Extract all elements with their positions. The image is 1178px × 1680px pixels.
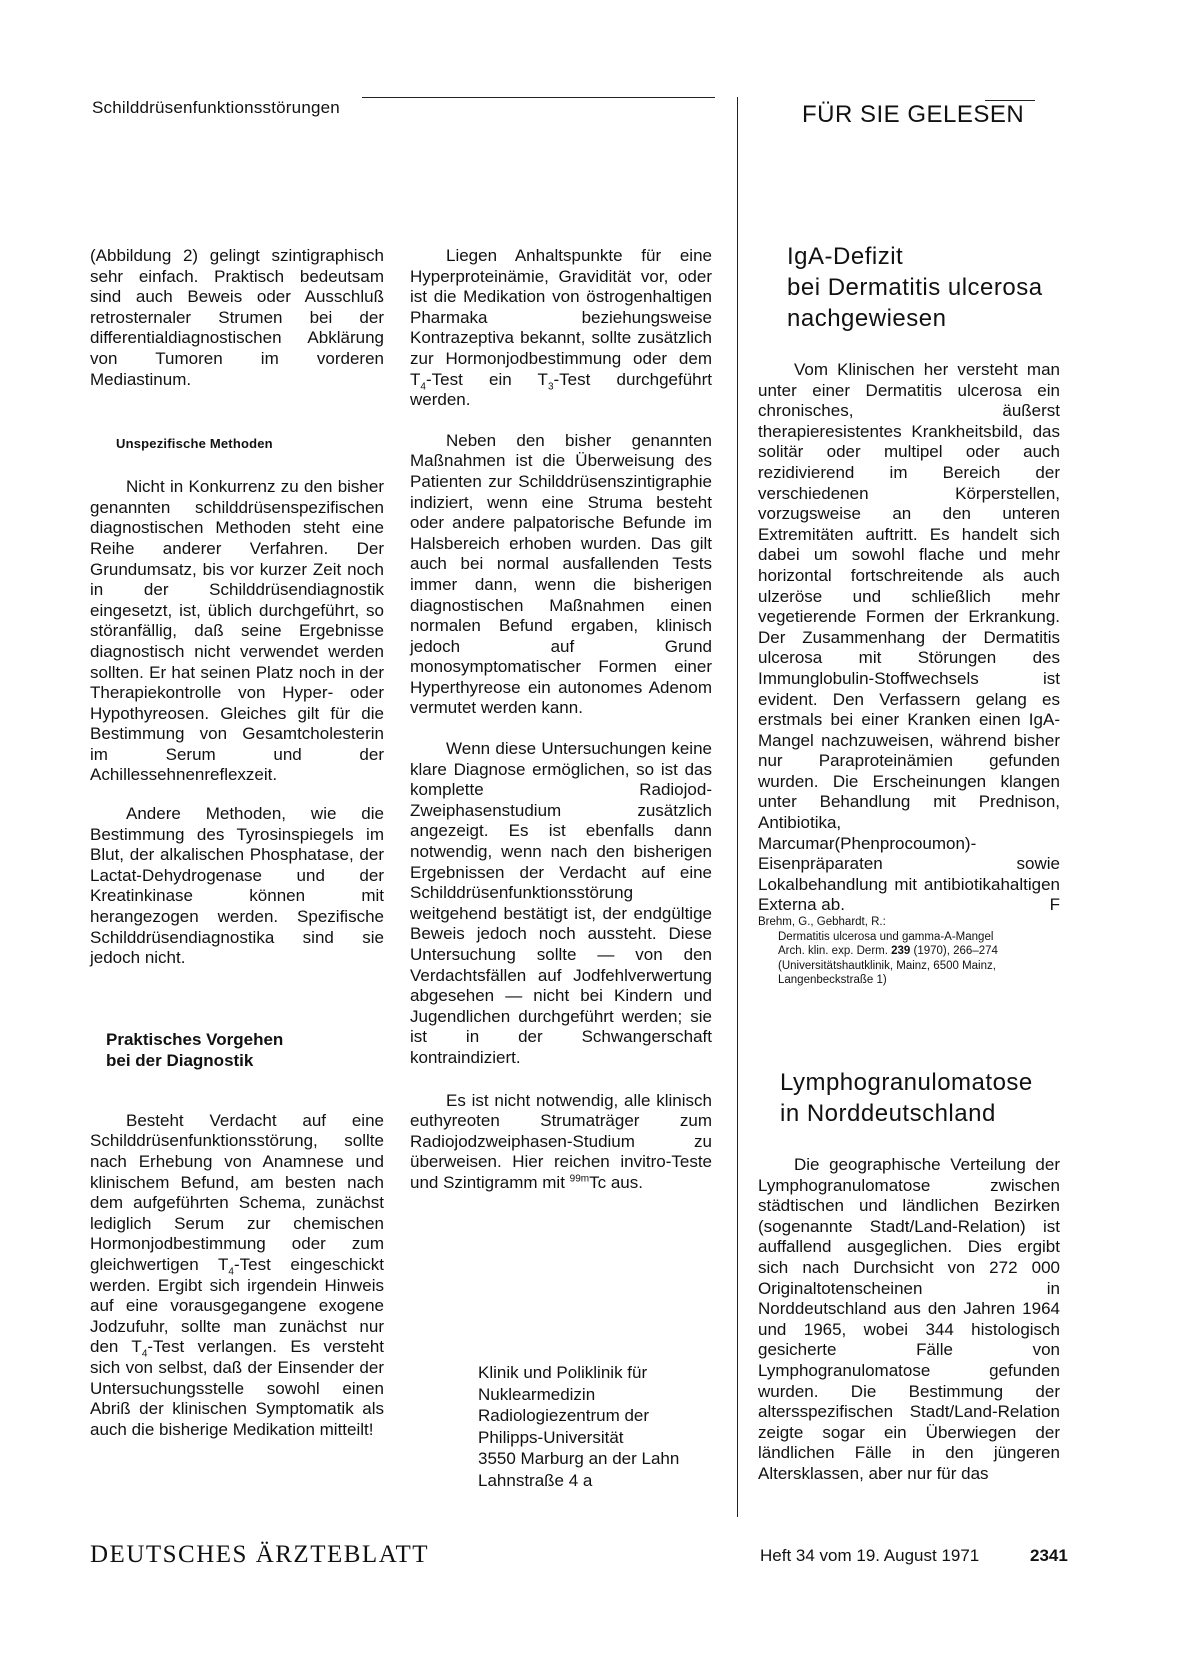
address-line: 3550 Marburg an der Lahn xyxy=(478,1449,680,1468)
subheading-line: bei der Diagnostik xyxy=(106,1050,254,1070)
column-1 xyxy=(90,246,384,1440)
address-line: Radiologiezentrum der xyxy=(478,1406,650,1425)
text-run: Liegen Anhaltspunkte für eine Hyperproteinämie, Gravidität vor, oder ist die Medikation von östrogenhaltigen Pharmaka beziehungsweise Kontrazeptiva bekannt, sollte zusätzlich zur Hormonjodbestimmung oder dem T xyxy=(410,246,712,389)
page-number: 2341 xyxy=(1030,1546,1068,1565)
paragraph: Nicht in Konkurrenz zu den bisher genannten schilddrüsenspezifischen diagnostischen Methoden steht eine Reihe anderer Verfahren. Der Grundumsatz, bis vor kurzer Zeit noch in der Schilddrüsendiagnostik eingesetzt, ist, üblich durchgeführt, so störanfällig, daß seine Ergebnisse diagnostisch nicht verwendet werden sollten. Er hat seinen Platz noch in der Therapiekontrolle von Hyper- oder Hypothyreosen. Gleiches gilt für die Bestimmung von Gesamtcholesterin im Serum und der Achillessehnenreflexzeit. xyxy=(90,477,384,785)
author-initial: F xyxy=(1049,895,1060,915)
magazine-name: DEUTSCHES ÄRZTEBLATT xyxy=(90,1541,430,1568)
title-line: bei Dermatitis ulcerosa xyxy=(787,274,1043,301)
text-run: (1970), 266–274 xyxy=(910,945,998,957)
subscript: 3 xyxy=(547,380,554,392)
column-divider xyxy=(737,97,738,1517)
reference-title: Dermatitis ulcerosa und gamma-A-Mangel xyxy=(778,930,994,943)
subscript: 4 xyxy=(141,1348,148,1360)
author-address xyxy=(478,1362,718,1491)
title-line: IgA-Defizit xyxy=(787,243,904,270)
reference-volume: 239 xyxy=(891,945,911,957)
article-body-lymphogranulomatose xyxy=(758,1155,1060,1485)
subheading-unspezifische-methoden: Unspezifische Methoden xyxy=(116,436,273,452)
paragraph xyxy=(410,246,712,411)
section-title: FÜR SIE GELESEN xyxy=(802,101,1025,128)
paragraph xyxy=(410,1091,712,1194)
title-line: nachgewiesen xyxy=(787,305,947,332)
paragraph xyxy=(758,360,1060,916)
subheading-line: Praktisches Vorgehen xyxy=(106,1029,284,1049)
paragraph: Andere Methoden, wie die Bestimmung des Tyrosinspiegels im Blut, der alkalischen Phosphatase, der Lactat-Dehydrogenase und der Kreatinkinase können mit herangezogen werden. Spezifische Schilddrüsendiagnostika sind sie jedoch nicht. xyxy=(90,804,384,968)
text-run: -Test eingeschickt werden. Ergibt sich irgendein Hinweis auf eine vorausgegangene exogene Jodzufuhr, sollte man zunächst nur den T xyxy=(90,1254,384,1357)
paragraph: Die geographische Verteilung der Lymphogranulomatose zwischen städtischen und ländlichen Bezirken (sogenannte Stadt/Land-Relation) ist auffallend ausgeglichen. Dies ergibt sich nach Durchsicht von 272 000 Originaltotenscheinen in Norddeutschland aus den Jahren 1964 und 1965, wobei 344 histologisch gesicherte Fälle von Lymphogranulomatose gefunden wurden. Die Bestimmung der altersspezifischen Stadt/Land-Relation zeigte sogar ein Überwiegen der ländlichen Fälle in den jüngeren Altersklassen, aber nur für das xyxy=(758,1155,1060,1483)
subscript: 4 xyxy=(420,380,426,392)
article-body-iga-defizit xyxy=(758,360,1060,916)
article-title-iga-defizit xyxy=(787,241,1077,334)
header-rule-right xyxy=(985,100,1035,101)
reference-authors: Brehm, G., Gebhardt, R.: xyxy=(758,916,886,928)
running-title: Schilddrüsenfunktionsstörungen xyxy=(92,98,340,117)
text-run: -Test verlangen. Es versteht sich von selbst, daß der Einsender der Untersuchungsstelle sowohl einen Abriß der klinischen Symptomatik als auch die bisherige Medikation mitteilt! xyxy=(90,1337,384,1439)
header-rule-left xyxy=(362,97,715,98)
article-title-lymphogranulomatose xyxy=(780,1067,1070,1129)
text-run: -Test durchgeführt werden. xyxy=(410,369,712,410)
subheading-praktisches-vorgehen xyxy=(106,1029,384,1071)
superscript: 99m xyxy=(569,1173,590,1185)
address-line: Nuklearmedizin xyxy=(478,1384,596,1404)
text-run: Es ist nicht notwendig, alle klinisch euthyreoten Strumaträger zum Radiojodzweiphasen-Studium zu überweisen. Hier reichen invitro-Teste und Szintigramm mit xyxy=(410,1090,712,1192)
reference-journal xyxy=(758,944,1062,959)
reference-address: (Universitätshautklinik, Mainz, 6500 Mainz, Langenbeckstraße 1) xyxy=(778,959,996,986)
paragraph: Neben den bisher genannten Maßnahmen ist die Überweisung des Patienten zur Schilddrüsenszintigraphie indiziert, wenn eine Struma besteht oder andere palpatorische Befunde im Halsbereich erhoben wurden. Das gilt auch bei normal ausfallenden Tests immer dann, wenn die bisherigen diagnostischen Maßnahmen einen normalen Befund ergaben, klinisch jedoch auf Grund monosymptomatischer Formen einer Hyperthyreose ein autonomes Adenom vermutet werden kann. xyxy=(410,430,712,718)
reference xyxy=(758,915,1062,988)
text-run: Besteht Verdacht auf eine Schilddrüsenfunktionsstörung, sollte nach Erhebung von Anamnese und klinischem Befund, am besten nach dem aufgeführten Schema, zunächst lediglich Serum zur chemischen Hormonjodbestimmung oder zum gleichwertigen T xyxy=(90,1110,384,1274)
text-run: Vom Klinischen her versteht man unter einer Dermatitis ulcerosa ein chronisches, äußerst therapieresistentes Krankheitsbild, das solitär oder multipel oder auch rezidivierend im Bereich der verschiedenen Körperstellen, vorzugsweise an den unteren Extremitäten auftritt. Es handelt sich dabei um sowohl flache und mehr horizontal fortschreitende als auch ulzeröse und schließlich mehr vegetierende Formen der Erkrankung. Der Zusammenhang der Dermatitis ulcerosa mit Störungen des Immunglobulin-Stoffwechsels ist evident. Den Verfassern gelang es erstmals bei einer Kranken einen IgA-Mangel nachzuweisen, während bisher nur Paraproteinämien gefunden wurden. Die Erscheinungen klangen unter Behandlung mit Prednison, Antibiotika, Marcumar(Phenprocoumon)-Eisenpräparaten sowie Lokalbehandlung mit antibiotikahaltigen Externa ab. xyxy=(758,360,1060,915)
paragraph: (Abbildung 2) gelingt szintigraphisch sehr einfach. Praktisch bedeutsam sind auch Beweis oder Ausschluß retrosternaler Strumen bei der differentialdiagnostischen Abklärung von Tumoren im vorderen Mediastinum. xyxy=(90,246,384,389)
subscript: 4 xyxy=(228,1266,234,1278)
address-line: Philipps-Universität xyxy=(478,1427,624,1447)
address-line: Klinik und Poliklinik für xyxy=(478,1363,648,1382)
address-line: Lahnstraße 4 a xyxy=(478,1470,593,1490)
title-line: Lymphogranulomatose xyxy=(780,1069,1033,1096)
title-line: in Norddeutschland xyxy=(780,1100,996,1127)
text-run: Tc aus. xyxy=(589,1172,643,1192)
paragraph: Wenn diese Untersuchungen keine klare Diagnose ermöglichen, so ist das komplette Radiojod-Zweiphasenstudium zusätzlich angezeigt. Es ist ebenfalls dann notwendig, wenn nach den bisherigen Ergebnissen der Verdacht auf eine Schilddrüsenfunktionsstörung weitgehend bestätigt ist, der endgültige Beweis jedoch noch aussteht. Diese Untersuchung sollte — von den Verdachtsfällen auf Jodfehlverwertung abgesehen — nicht bei Kindern und Jugendlichen durchgeführt werden; sie ist in der Schwangerschaft kontraindiziert. xyxy=(410,739,712,1067)
column-2 xyxy=(410,246,712,1194)
issue-info: Heft 34 vom 19. August 1971 xyxy=(760,1546,980,1565)
paragraph xyxy=(90,1111,384,1441)
text-run: -Test ein T xyxy=(425,369,548,389)
text-run: Arch. klin. exp. Derm. xyxy=(778,945,892,957)
